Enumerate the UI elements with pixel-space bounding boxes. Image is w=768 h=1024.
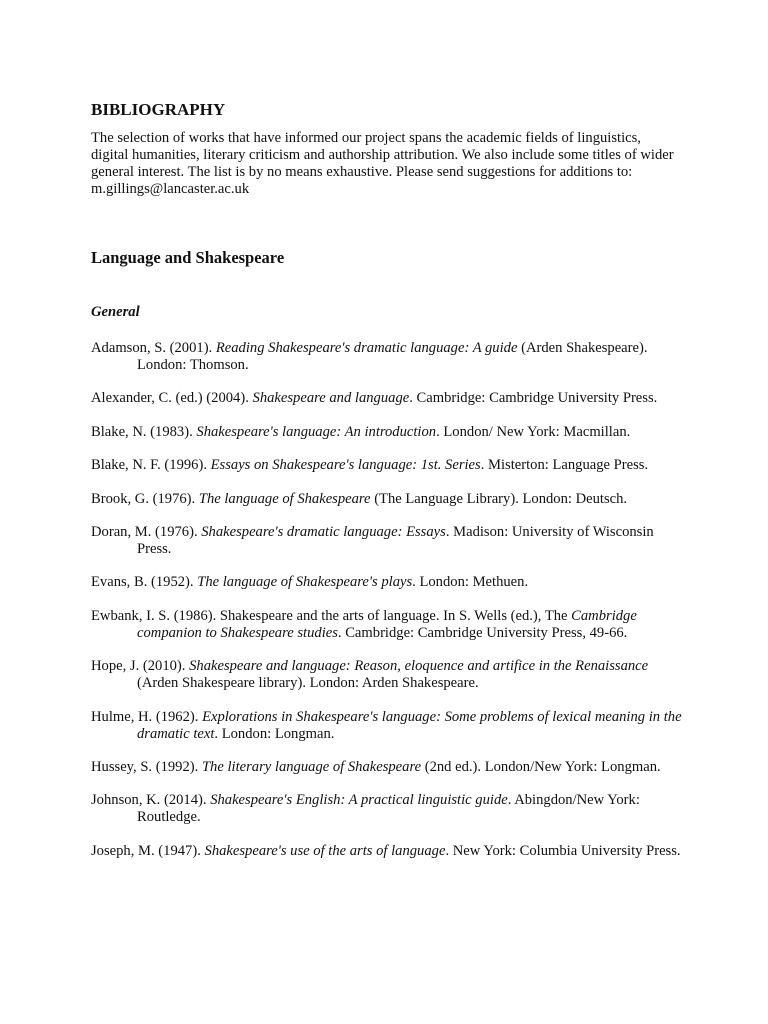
entry-title: Shakespeare's use of the arts of language xyxy=(204,842,446,859)
entry-title: Shakespeare's dramatic language: Essays xyxy=(201,523,446,540)
entry-title: Shakespeare's language: An introduction xyxy=(196,423,437,440)
intro-paragraph: The selection of works that have informed our project spans the academic fields of linguistics, digital humanities, literary criticism and authorship attribution. We also include some titles of wider general interest. The list is by no means exhaustive. Please send suggestions for additions to: m.gillings@lancaster.ac.uk xyxy=(91,130,674,197)
entry-publication: (Arden Shakespeare). London: Thomson. xyxy=(137,340,648,373)
bibliography-entry xyxy=(91,574,691,591)
entry-author-year: Adamson, S. (2001). xyxy=(91,340,216,356)
entry-publication: . Madison: University of Wisconsin Press. xyxy=(137,523,654,557)
bibliography-entry xyxy=(91,608,691,642)
bibliography-entry xyxy=(91,457,691,474)
entry-title: Shakespeare and language xyxy=(252,390,410,407)
entry-title: Essays on Shakespeare's language: 1st. Series xyxy=(210,457,481,474)
entry-author-year: Doran, M. (1976). xyxy=(91,523,202,540)
entry-author-year: Evans, B. (1952). xyxy=(91,574,198,591)
document-page xyxy=(91,98,691,859)
entry-author-year: Hussey, S. (1992). xyxy=(91,758,202,775)
entry-title: Reading Shakespeare's dramatic language: A guide xyxy=(215,340,518,356)
entry-author-year: Blake, N. F. (1996). xyxy=(91,457,211,474)
entry-publication: . Cambridge: Cambridge University Press. xyxy=(409,390,658,407)
bibliography-entry xyxy=(91,340,691,374)
entry-title: Shakespeare's English: A practical linguistic guide xyxy=(210,792,508,809)
section-heading: Language and Shakespeare xyxy=(91,248,285,267)
bibliography-entry xyxy=(91,843,691,860)
bibliography-entry xyxy=(91,709,691,743)
entry-title: Cambridge companion to Shakespeare studies xyxy=(137,607,637,641)
entry-publication: . Abingdon/New York: Routledge. xyxy=(137,792,640,826)
entry-author-year: Brook, G. (1976). xyxy=(91,490,199,507)
entry-title: Explorations in Shakespeare's language: Some problems of lexical meaning in the dramatic text xyxy=(137,708,682,742)
bibliography-entry xyxy=(91,792,691,826)
entry-title: The literary language of Shakespeare xyxy=(201,758,422,775)
entry-author-year: Hope, J. (2010). xyxy=(91,658,190,675)
entry-publication: . Misterton: Language Press. xyxy=(480,457,649,474)
entry-publication: (The Language Library). London: Deutsch. xyxy=(370,490,628,507)
entry-author-year: Johnson, K. (2014). xyxy=(91,792,211,809)
entry-publication: . London/ New York: Macmillan. xyxy=(436,423,631,440)
bibliography-entry xyxy=(91,390,691,407)
entry-author-year: Hulme, H. (1962). xyxy=(91,708,203,725)
entry-publication: . Cambridge: Cambridge University Press, 49-66. xyxy=(337,624,628,641)
bibliography-entry xyxy=(91,658,691,692)
bibliography-entry xyxy=(91,491,691,508)
entry-title: Shakespeare and language: Reason, eloquence and artifice in the Renaissance xyxy=(189,658,649,675)
page-title: BIBLIOGRAPHY xyxy=(91,100,226,119)
entry-publication: . London: Methuen. xyxy=(412,574,529,591)
bibliography-entry xyxy=(91,759,691,776)
entry-publication: . New York: Columbia University Press. xyxy=(445,842,681,859)
entry-publication: (Arden Shakespeare library). London: Arden Shakespeare. xyxy=(137,675,479,692)
subsection-heading: General xyxy=(91,304,140,320)
entry-publication: (2nd ed.). London/New York: Longman. xyxy=(421,758,661,775)
entry-author-year: Alexander, C. (ed.) (2004). xyxy=(91,390,253,407)
bibliography-entry xyxy=(91,524,691,558)
entry-author-year: Ewbank, I. S. (1986). Shakespeare and the arts of language. In S. Wells (ed.), The xyxy=(91,607,572,624)
bibliography-entry xyxy=(91,424,691,441)
entry-title: The language of Shakespeare xyxy=(198,490,371,507)
entry-title: The language of Shakespeare's plays xyxy=(197,574,413,591)
entry-author-year: Blake, N. (1983). xyxy=(91,423,197,440)
entry-author-year: Joseph, M. (1947). xyxy=(91,842,205,859)
entry-publication: . London: Longman. xyxy=(214,725,335,742)
bibliography-list xyxy=(91,340,691,876)
